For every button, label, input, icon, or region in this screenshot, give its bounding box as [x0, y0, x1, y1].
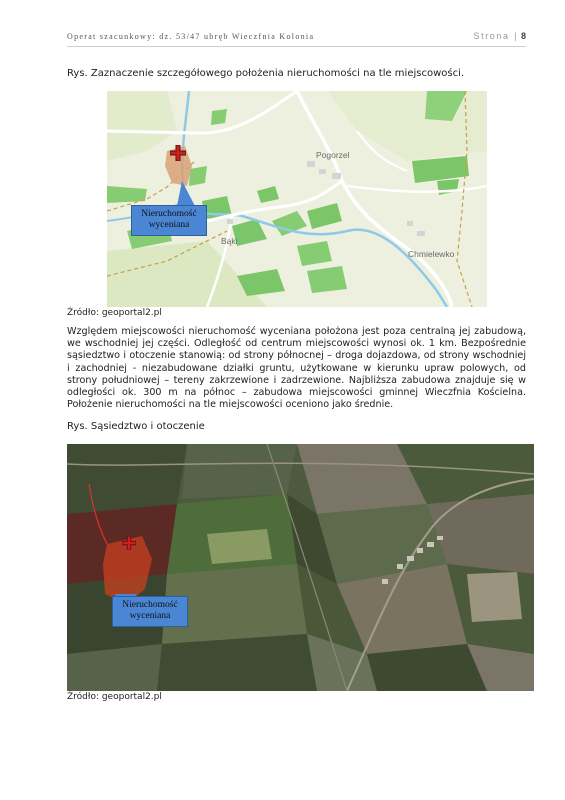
figure1-callout-line1: Nieruchomość — [141, 209, 197, 219]
description-paragraph: Względem miejscowości nieruchomość wyceniana położona jest poza centralną jej zabudową, we wschodniej jej części. Odległość od centrum miejscowości wynosi ok. 1 km. Bezpośrednie sąsiedztwo i otoczenie stanowią: od strony północnej – droga dojazdowa, od strony wschodniej i zachodniej - niezabudowane działki gruntu, użytkowane w kierunku upraw polowych, od strony południowej – tereny zakrzewione i zadrzewione. Najbliższa zabudowa znajduje się w odległości ok. 300 m na północ – zabudowa miejscowości gminnej Wieczfnia Kościelna. Położenie nieruchomości na tle miejscowości oceniono jako średnie. — [67, 326, 526, 411]
figure1-source: Źródło: geoportal2.pl — [67, 308, 162, 318]
orthophoto-map — [67, 444, 534, 691]
page-separator: | — [514, 31, 517, 41]
figure2-caption: Rys. Sąsiedztwo i otoczenie — [67, 421, 205, 432]
figure2-callout — [112, 596, 188, 627]
figure1-callout-line2: wyceniana — [148, 220, 190, 230]
page-label: Strona — [473, 31, 510, 41]
figure1-callout — [131, 205, 207, 236]
place-label-baki: Bąki — [221, 236, 238, 246]
document-title: Operat szacunkowy: dz. 53/47 ubręb Wieczfnia Kolonia — [67, 32, 315, 41]
page-header — [67, 32, 526, 47]
place-label-chmielewko: Chmielewko — [408, 249, 455, 259]
cross-marker-icon — [170, 145, 186, 161]
place-label-pogorzel: Pogorzel — [316, 150, 350, 160]
figure1-caption: Rys. Zaznaczenie szczegółowego położenia nieruchomości na tle miejscowości. — [67, 68, 465, 79]
figure2-source: Źródło: geoportal2.pl — [67, 692, 162, 702]
page-number: 8 — [520, 31, 526, 41]
figure2-callout-line2: wyceniana — [129, 611, 171, 621]
page-indicator — [473, 31, 526, 41]
location-map — [107, 91, 487, 307]
figure2-callout-line1: Nieruchomość — [122, 600, 178, 610]
cross-marker-icon — [122, 536, 136, 550]
